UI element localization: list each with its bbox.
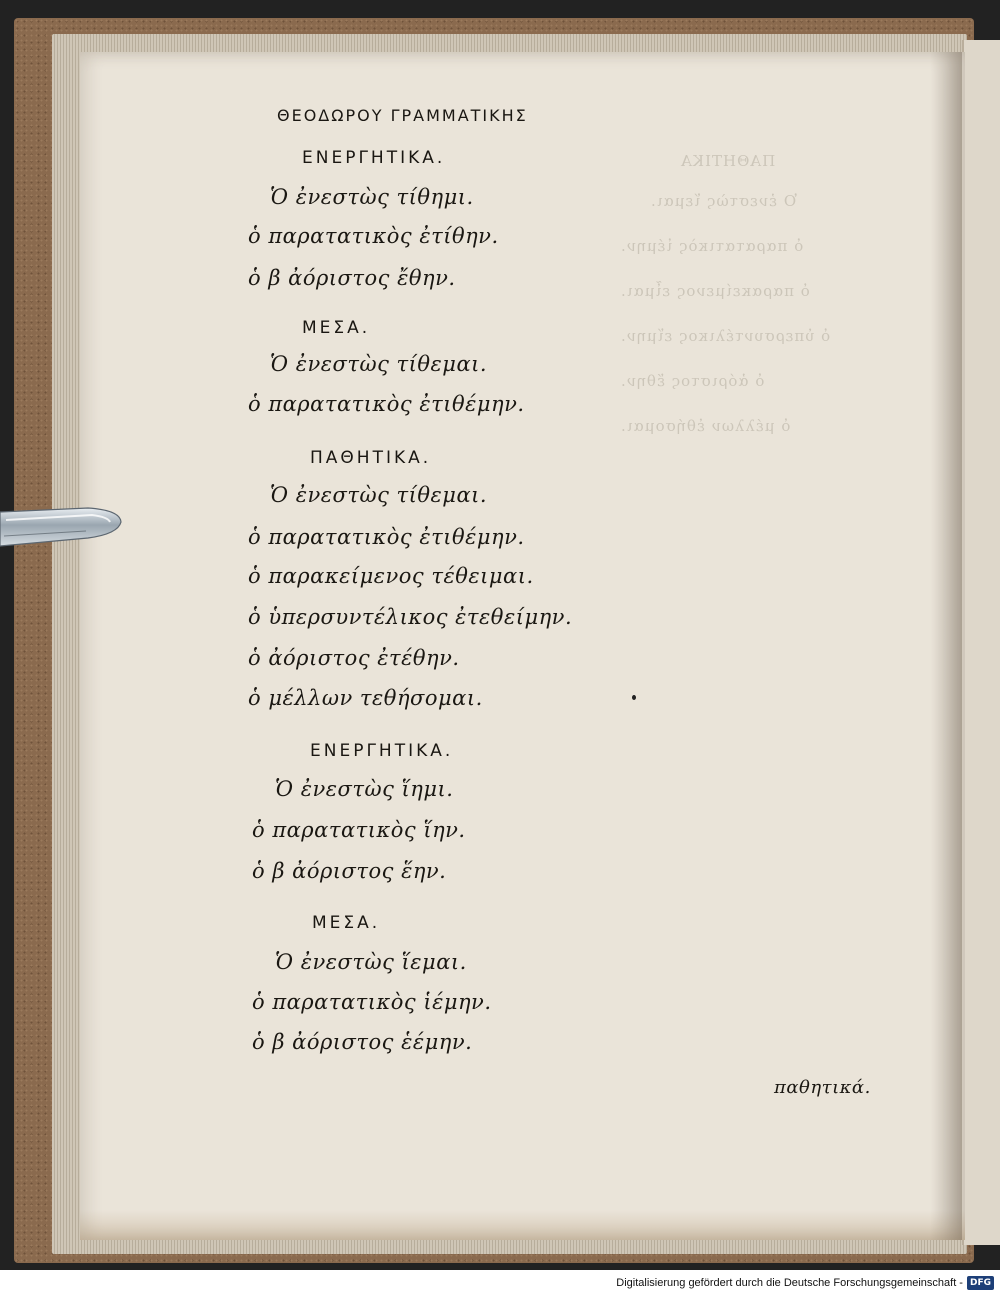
conjugation-line: ὁ παρατατικὸς ἱέμην.	[252, 990, 492, 1014]
gutter-shadow	[930, 52, 962, 1240]
running-head: ΘΕΟΔΩΡΟΥ ΓΡΑΜΜΑΤΙΚΗΣ	[277, 106, 528, 125]
conjugation-line: ὁ παρατατικὸς ἐτίθην.	[248, 224, 499, 248]
conjugation-line: ὁ παρατατικὸς ἐτιθέμην.	[248, 392, 525, 416]
conjugation-line: Ὁ ἐνεστὼς τίθημι.	[270, 185, 474, 209]
conjugation-line: Ὁ ἐνεστὼς ἵεμαι.	[275, 950, 467, 974]
ghost-line: ὁ ὑπερσυντέλικος εἵμην.	[620, 327, 831, 345]
conjugation-line: ὁ μέλλων τεθήσομαι.	[248, 686, 483, 710]
ghost-line: ὁ μέλλων ἑθήσομαι.	[620, 417, 791, 435]
book-page	[80, 52, 965, 1240]
conjugation-line: ὁ παρατατικὸς ἵην.	[252, 818, 466, 842]
conjugation-line: ὁ β ἀόριστος ἕην.	[252, 859, 447, 883]
conjugation-line: ὁ παρακείμενος τέθειμαι.	[248, 564, 534, 588]
ghost-line: ὁ ἀόριστος ἕθην.	[620, 372, 765, 390]
dust-speck	[632, 695, 636, 700]
conjugation-line: Ὁ ἐνεστὼς τίθεμαι.	[270, 483, 488, 507]
catchword: παθητικά.	[774, 1077, 871, 1098]
ghost-line: ΠΑΘΗΤΙΚΑ	[680, 152, 776, 170]
section-heading: ΕΝΕΡΓΗΤΙΚΑ.	[310, 741, 454, 761]
conjugation-line: ὁ ὑπερσυντέλικος ἐτεθείμην.	[248, 605, 573, 629]
footer-credit: Digitalisierung gefördert durch die Deutsche Forschungsgemeinschaft -	[616, 1276, 963, 1289]
conjugation-line: Ὁ ἐνεστὼς τίθεμαι.	[270, 352, 488, 376]
conjugation-line: ὁ παρατατικὸς ἐτιθέμην.	[248, 525, 525, 549]
ghost-line: Ὁ ἐνεστὼς ἵεμαι.	[650, 192, 797, 210]
dfg-logo-icon: DFG	[967, 1276, 994, 1290]
ghost-line: ὁ παρατατικὸς ἱέμην.	[620, 237, 804, 255]
conjugation-line: ὁ β ἀόριστος ἔθην.	[248, 266, 456, 290]
section-heading: ΠΑΘΗΤΙΚΑ.	[310, 448, 432, 468]
section-heading: ΜΕΣΑ.	[312, 913, 381, 933]
conjugation-line: ὁ ἀόριστος ἐτέθην.	[248, 646, 460, 670]
conjugation-line: ὁ β ἀόριστος ἑέμην.	[252, 1030, 473, 1054]
conjugation-line: Ὁ ἐνεστὼς ἵημι.	[275, 777, 454, 801]
glass-weight-clip	[0, 502, 122, 552]
facing-page-edge	[962, 40, 1000, 1245]
ghost-line: ὁ παρακείμενος εἷμαι.	[620, 282, 810, 300]
digitization-footer	[0, 1270, 1000, 1295]
show-through-text	[80, 52, 965, 1240]
section-heading: ΜΕΣΑ.	[302, 318, 371, 338]
section-heading: ΕΝΕΡΓΗΤΙΚΑ.	[302, 148, 446, 168]
